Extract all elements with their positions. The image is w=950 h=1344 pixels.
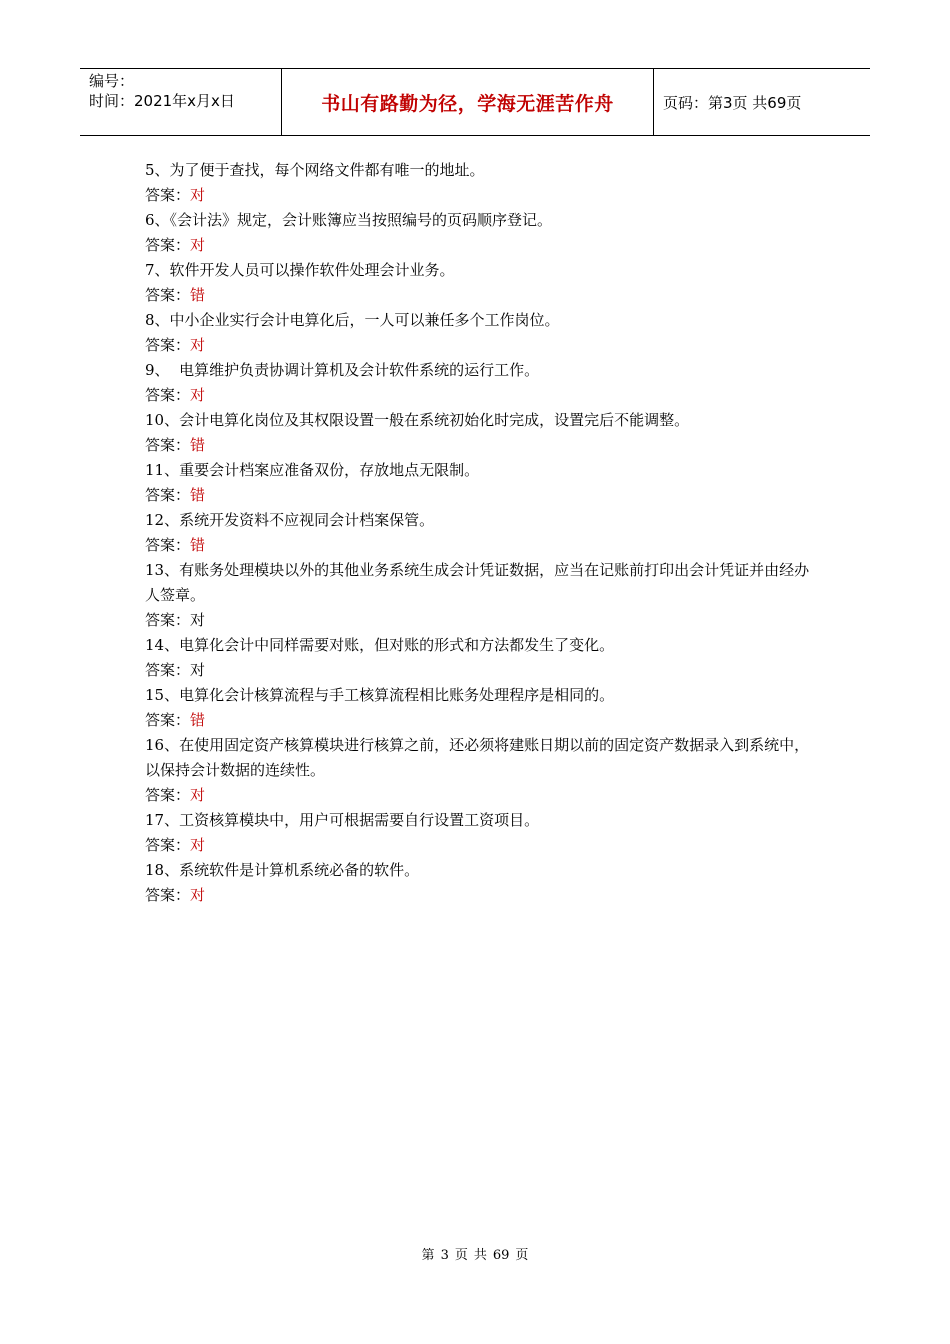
answer-value: 错 — [190, 286, 206, 304]
question-text: 17、工资核算模块中，用户可根据需要自行设置工资项目。 — [145, 811, 540, 829]
answer-line — [145, 783, 815, 808]
question-text: 5、为了便于查找，每个网络文件都有唯一的地址。 — [145, 161, 485, 179]
answer-value: 对 — [190, 386, 206, 404]
answer-line — [145, 433, 815, 458]
answer-line — [145, 608, 815, 633]
list-item — [145, 458, 815, 508]
question-text: 16、在使用固定资产核算模块进行核算之前，还必须将建账日期以前的固定资产数据录入到系统中，以保持会计数据的连续性。 — [145, 736, 810, 779]
answer-value: 错 — [190, 486, 206, 504]
answer-line — [145, 883, 815, 908]
answer-line — [145, 283, 815, 308]
page-header — [80, 68, 870, 136]
question-text: 14、电算化会计中同样需要对账，但对账的形式和方法都发生了变化。 — [145, 636, 615, 654]
answer-line — [145, 183, 815, 208]
answer-line — [145, 383, 815, 408]
answer-line — [145, 658, 815, 683]
list-item — [145, 508, 815, 558]
list-item — [145, 558, 815, 633]
document-date: 时间：2021年x月x日 — [89, 92, 235, 110]
question-list — [145, 158, 815, 908]
answer-label: 答案： — [145, 236, 191, 254]
question-text: 10、会计电算化岗位及其权限设置一般在系统初始化时完成，设置完后不能调整。 — [145, 411, 690, 429]
answer-label: 答案： — [145, 786, 191, 804]
answer-label: 答案： — [145, 886, 191, 904]
answer-line — [145, 233, 815, 258]
footer-gong: 共 — [473, 1248, 487, 1263]
list-item — [145, 408, 815, 458]
question-text: 15、电算化会计核算流程与手工核算流程相比账务处理程序是相同的。 — [145, 686, 615, 704]
answer-label: 答案： — [145, 336, 191, 354]
answer-label: 答案： — [145, 286, 191, 304]
answer-value: 对 — [190, 836, 206, 854]
list-item — [145, 808, 815, 858]
question-text: 18、系统软件是计算机系统必备的软件。 — [145, 861, 420, 879]
header-motto: 书山有路勤为径，学海无涯苦作舟 — [282, 69, 654, 135]
list-item — [145, 633, 815, 683]
answer-line — [145, 533, 815, 558]
answer-line — [145, 708, 815, 733]
answer-label: 答案： — [145, 711, 191, 729]
header-meta — [80, 69, 282, 135]
answer-value: 错 — [190, 711, 206, 729]
answer-label: 答案： — [145, 536, 191, 554]
question-text: 11、重要会计档案应准备双份，存放地点无限制。 — [145, 461, 480, 479]
answer-label: 答案： — [145, 386, 191, 404]
answer-label: 答案： — [145, 611, 191, 629]
question-text: 9、 电算维护负责协调计算机及会计软件系统的运行工作。 — [145, 361, 540, 379]
question-text: 12、系统开发资料不应视同会计档案保管。 — [145, 511, 435, 529]
answer-label: 答案： — [145, 486, 191, 504]
list-item — [145, 308, 815, 358]
answer-line — [145, 833, 815, 858]
list-item — [145, 158, 815, 208]
footer-di: 第 — [421, 1248, 435, 1263]
answer-value: 对 — [190, 336, 206, 354]
answer-line — [145, 333, 815, 358]
footer-page-number: 3 — [440, 1248, 449, 1263]
answer-value: 对 — [190, 611, 206, 629]
answer-label: 答案： — [145, 436, 191, 454]
answer-label: 答案： — [145, 186, 191, 204]
header-page-info: 页码：第3页 共69页 — [663, 93, 802, 112]
list-item — [145, 858, 815, 908]
list-item — [145, 358, 815, 408]
list-item — [145, 683, 815, 733]
question-text: 7、软件开发人员可以操作软件处理会计业务。 — [145, 261, 455, 279]
answer-line — [145, 483, 815, 508]
list-item — [145, 258, 815, 308]
answer-value: 对 — [190, 786, 206, 804]
footer-total-pages: 69 — [492, 1248, 510, 1263]
question-text: 6、《会计法》规定，会计账簿应当按照编号的页码顺序登记。 — [145, 211, 553, 229]
question-text: 8、中小企业实行会计电算化后，一人可以兼任多个工作岗位。 — [145, 311, 560, 329]
footer-ye: 页 — [515, 1248, 529, 1263]
answer-value: 错 — [190, 436, 206, 454]
answer-value: 对 — [190, 186, 206, 204]
list-item — [145, 208, 815, 258]
answer-label: 答案： — [145, 836, 191, 854]
answer-label: 答案： — [145, 661, 191, 679]
list-item — [145, 733, 815, 808]
page-footer — [0, 1244, 950, 1263]
answer-value: 错 — [190, 536, 206, 554]
answer-value: 对 — [190, 661, 206, 679]
answer-value: 对 — [190, 886, 206, 904]
answer-value: 对 — [190, 236, 206, 254]
document-number-label: 编号： — [89, 72, 135, 90]
footer-ye: 页 — [454, 1248, 468, 1263]
question-text: 13、有账务处理模块以外的其他业务系统生成会计凭证数据，应当在记账前打印出会计凭证并由经办人签章。 — [145, 561, 810, 604]
